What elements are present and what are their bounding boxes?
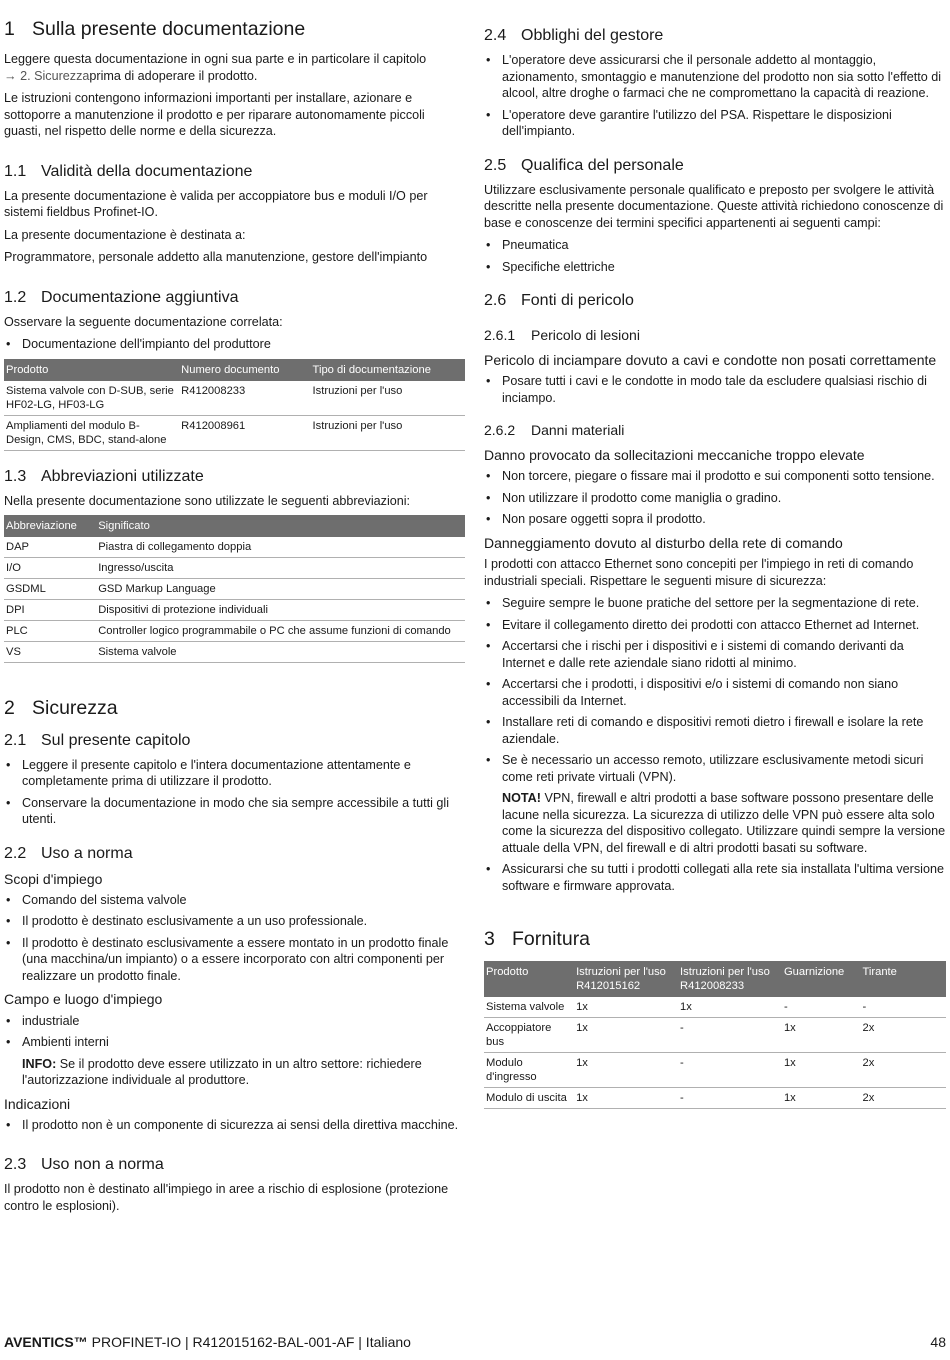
list-item: • Ambienti interni INFO: Se il prodotto deve essere utilizzato in un altro settore: richiedere l'autorizzazione individuale al produttore. xyxy=(4,1034,465,1089)
list-item: • Evitare il collegamento diretto dei prodotti con attacco Ethernet ad Internet. xyxy=(484,617,946,634)
list-item: • Installare reti di comando e dispositivi remoti dietro i firewall e isolare la rete aziendale. xyxy=(484,714,946,747)
column-header: Istruzioni per l'uso R412008233 xyxy=(678,961,782,997)
list-item: • Non utilizzare il prodotto come maniglia o gradino. xyxy=(484,490,946,507)
s2-5-paragraph: Utilizzare esclusivamente personale qualificato e preposto per svolgere le attività descritte nella presente documentazione. Queste attività richiedono conoscenze di base e conoscenze dei termini specifici appartenenti ai seguenti campi: xyxy=(484,182,944,230)
table-cell: 1x xyxy=(574,1018,678,1053)
brand-name: AVENTICS™ xyxy=(4,1334,88,1350)
sollecitazioni-list xyxy=(484,468,946,528)
rete-heading: Danneggiamento dovuto al disturbo della rete di comando xyxy=(484,534,843,551)
list-item: • Se è necessario un accesso remoto, utilizzare esclusivamente metodi sicuri come reti private virtuali (VPN). NOTA! VPN, firewall e altri prodotti a base software possono presentare delle lacune nella sicurezza. La sicurezza di utilizzo delle VPN può essere alta solo come la sicurezza del dispositivo collegato. Utilizzare quindi sempre la versione attuale della VPN, del firewall e di altri prodotti basati su software. xyxy=(484,752,946,856)
table-cell: I/O xyxy=(4,558,96,579)
list-item: • Leggere il presente capitolo e l'intera documentazione attentamente e completamente prima di utilizzare il prodotto. xyxy=(4,757,465,790)
column-header: Istruzioni per l'uso R412015162 xyxy=(574,961,678,997)
table-cell: - xyxy=(782,997,861,1018)
table-cell: Istruzioni per l'uso xyxy=(311,381,465,416)
table-cell: - xyxy=(678,1053,782,1088)
table-header-row xyxy=(4,515,465,537)
table-cell: - xyxy=(860,997,946,1018)
column-header: Guarnizione xyxy=(782,961,861,997)
table-row xyxy=(4,381,465,416)
s2-3-paragraph: Il prodotto non è destinato all'impiego in aree a rischio di esplosione (protezione contro le esplosioni). xyxy=(4,1182,449,1213)
table-row xyxy=(484,1088,946,1109)
table-cell: R412008233 xyxy=(179,381,310,416)
column-header: Prodotto xyxy=(484,961,574,997)
table-cell: Modulo di uscita xyxy=(484,1088,574,1109)
table-cell: 2x xyxy=(860,1018,946,1053)
column-header: Prodotto xyxy=(4,359,179,381)
table-cell: PLC xyxy=(4,621,96,642)
table-row xyxy=(4,415,465,450)
s1-2-list xyxy=(4,336,465,353)
page-footer xyxy=(4,1334,946,1350)
section-2-2-heading: 2.2 Uso a norma xyxy=(4,844,133,862)
list-item: • Il prodotto è destinato esclusivamente a un uso professionale. xyxy=(4,913,465,930)
table-row xyxy=(4,621,465,642)
section-2-6-2-heading: 2.6.2 Danni materiali xyxy=(484,422,625,439)
table-cell: Dispositivi di protezione individuali xyxy=(96,600,465,621)
table-row xyxy=(484,997,946,1018)
table-row xyxy=(484,1053,946,1088)
column-header: Significato xyxy=(96,515,465,537)
table-cell: VS xyxy=(4,642,96,663)
table-cell: 1x xyxy=(574,1088,678,1109)
list-item: • L'operatore deve assicurarsi che il personale addetto al montaggio, azionamento, smontaggio e manutenzione del prodotto non sia sotto l'effetto di alcool, altre droghe o farmaci che ne compromettano la capacità di reazione. xyxy=(484,52,946,102)
table-cell: - xyxy=(678,1088,782,1109)
s2-4-list xyxy=(484,52,946,140)
table-row xyxy=(4,537,465,558)
s1-1-paragraph-1: La presente documentazione è valida per accoppiatore bus e moduli I/O per sistemi fieldbus Profinet-IO. xyxy=(4,188,428,220)
list-item: • Non torcere, piegare o fissare mai il prodotto e sui componenti sotto tensione. xyxy=(484,468,946,485)
table-cell: 1x xyxy=(782,1088,861,1109)
section-2-4-heading: 2.4 Obblighi del gestore xyxy=(484,27,664,44)
table-cell: - xyxy=(678,1018,782,1053)
s2-6-1-list xyxy=(484,373,946,406)
list-item: • Accertarsi che i prodotti, i dispositivi e/o i sistemi di comando non siano accessibili da Internet. xyxy=(484,676,946,709)
s2-1-list xyxy=(4,757,465,828)
column-header: Tipo di documentazione xyxy=(311,359,465,381)
table-cell: 1x xyxy=(678,997,782,1018)
table-cell: Sistema valvole con D-SUB, serie HF02-LG, HF03-LG xyxy=(4,381,179,416)
list-item: • Documentazione dell'impianto del produttore xyxy=(4,336,465,353)
s2-5-list xyxy=(484,237,946,275)
list-item: • Specifiche elettriche xyxy=(484,259,946,276)
s1-2-paragraph: Osservare la seguente documentazione correlata: xyxy=(4,314,283,329)
right-column xyxy=(484,26,946,1115)
inciampo-heading: Pericolo di inciampare dovuto a cavi e condotte non posati correttamente xyxy=(484,352,937,368)
left-column xyxy=(4,18,465,1220)
fornitura-table xyxy=(484,961,946,1109)
table-cell: Sistema valvole xyxy=(484,997,574,1018)
section-1-2-heading: 1.2 Documentazione aggiuntiva xyxy=(4,288,239,306)
list-item: • Il prodotto è destinato esclusivamente a essere montato in un prodotto finale (una macchina/un impianto) o a essere incorporato con altri componenti per realizzare un prodotto finale. xyxy=(4,935,465,985)
table-header-row xyxy=(4,359,465,381)
table-cell: Ingresso/uscita xyxy=(96,558,465,579)
table-cell: DAP xyxy=(4,537,96,558)
table-cell: 1x xyxy=(782,1053,861,1088)
rete-paragraph: I prodotti con attacco Ethernet sono concepiti per l'impiego in reti di comando industriali speciali. Rispettare le seguenti misure di sicurezza: xyxy=(484,557,914,588)
column-header: Numero documento xyxy=(179,359,310,381)
table-cell: 2x xyxy=(860,1088,946,1109)
xref-link-sicurezza[interactable]: → 2. Sicurezza xyxy=(4,68,90,83)
table-cell: Sistema valvole xyxy=(96,642,465,663)
table-cell: DPI xyxy=(4,600,96,621)
table-cell: 1x xyxy=(574,1053,678,1088)
table-cell: GSDML xyxy=(4,579,96,600)
s1-3-paragraph: Nella presente documentazione sono utilizzate le seguenti abbreviazioni: xyxy=(4,493,411,508)
list-item: • Accertarsi che i rischi per i dispositivi e i sistemi di comando derivanti da Internet e dalle rete aziendale siano ridotti al minimo. xyxy=(484,638,946,671)
abbreviations-table xyxy=(4,515,465,663)
s1-1-paragraph-3: Programmatore, personale addetto alla manutenzione, gestore dell'impianto xyxy=(4,250,428,265)
table-cell: Controller logico programmabile o PC che assume funzioni di comando xyxy=(96,621,465,642)
s1-paragraph-2: Le istruzioni contengono informazioni importanti per installare, azionare e sottoporre a manutenzione il prodotto e per riparare autonomamente piccoli guasti, nel rispetto delle norme e della sicurezza. xyxy=(4,91,425,139)
list-item: • Assicurarsi che su tutti i prodotti collegati alla rete sia installata l'ultima versione software e firmware approvata. xyxy=(484,861,946,894)
section-2-3-heading: 2.3 Uso non a norma xyxy=(4,1156,164,1174)
table-row xyxy=(4,579,465,600)
related-docs-table xyxy=(4,359,465,451)
section-2-6-heading: 2.6 Fonti di pericolo xyxy=(484,292,634,309)
rete-list xyxy=(484,595,946,894)
table-cell: R412008961 xyxy=(179,415,310,450)
table-row xyxy=(484,1018,946,1053)
table-cell: Piastra di collegamento doppia xyxy=(96,537,465,558)
list-item: • Comando del sistema valvole xyxy=(4,892,465,909)
section-2-heading: 2 Sicurezza xyxy=(4,697,118,720)
s1-paragraph-1: Leggere questa documentazione in ogni sua parte e in particolare il capitolo → 2. Sicurezzaprima di adoperare il prodotto. xyxy=(4,52,427,83)
nota-note: NOTA! VPN, firewall e altri prodotti a base software possono presentare delle lacune nella sicurezza. La sicurezza di utilizzo delle VPN può essere alta solo come la sicurezza del dispositivo collegato. Utilizzare quindi sempre la versione attuale della VPN, del firewall e di altri prodotti basati su software. xyxy=(502,791,946,855)
campo-heading: Campo e luogo d'impiego xyxy=(4,991,163,1008)
section-1-3-heading: 1.3 Abbreviazioni utilizzate xyxy=(4,467,204,485)
sollecitazioni-heading: Danno provocato da sollecitazioni meccaniche troppo elevate xyxy=(484,447,865,464)
table-cell: 2x xyxy=(860,1053,946,1088)
table-cell: Ampliamenti del modulo B-Design, CMS, BDC, stand-alone xyxy=(4,415,179,450)
list-item: • Non posare oggetti sopra il prodotto. xyxy=(484,511,946,528)
page-number: 48 xyxy=(930,1334,946,1350)
section-3-heading: 3 Fornitura xyxy=(484,928,591,951)
section-2-1-heading: 2.1 Sul presente capitolo xyxy=(4,731,191,749)
section-1-1-heading: 1.1 Validità della documentazione xyxy=(4,162,253,180)
column-header: Tirante xyxy=(860,961,946,997)
table-cell: GSD Markup Language xyxy=(96,579,465,600)
column-header: Abbreviazione xyxy=(4,515,96,537)
table-cell: 1x xyxy=(574,997,678,1018)
list-item: • Seguire sempre le buone pratiche del settore per la segmentazione di rete. xyxy=(484,595,946,612)
list-item: • Pneumatica xyxy=(484,237,946,254)
table-row xyxy=(4,558,465,579)
list-item: • Il prodotto non è un componente di sicurezza ai sensi della direttiva macchine. xyxy=(4,1117,465,1134)
table-cell: Istruzioni per l'uso xyxy=(311,415,465,450)
s1-1-paragraph-2: La presente documentazione è destinata a: xyxy=(4,227,246,242)
table-row xyxy=(4,642,465,663)
list-item: • industriale xyxy=(4,1013,465,1030)
section-1-heading: 1 Sulla presente documentazione xyxy=(4,18,306,40)
table-cell: Accoppiatore bus xyxy=(484,1018,574,1053)
table-row xyxy=(4,600,465,621)
section-2-6-1-heading: 2.6.1 Pericolo di lesioni xyxy=(484,327,640,343)
campo-list xyxy=(4,1013,465,1089)
info-note: INFO: Se il prodotto deve essere utilizzato in un altro settore: richiedere l'autorizzazione individuale al produttore. xyxy=(22,1056,422,1088)
list-item: • Posare tutti i cavi e le condotte in modo tale da escludere qualsiasi rischio di inciampo. xyxy=(484,373,946,406)
table-cell: 1x xyxy=(782,1018,861,1053)
section-2-5-heading: 2.5 Qualifica del personale xyxy=(484,156,684,174)
list-item: • L'operatore deve garantire l'utilizzo del PSA. Rispettare le disposizioni dell'impianto. xyxy=(484,107,946,140)
indicazioni-list xyxy=(4,1117,465,1134)
indicazioni-heading: Indicazioni xyxy=(4,1095,71,1112)
scopi-heading: Scopi d'impiego xyxy=(4,870,103,887)
table-header-row xyxy=(484,961,946,997)
scopi-list xyxy=(4,892,465,985)
list-item: • Conservare la documentazione in modo che sia sempre accessibile a tutti gli utenti. xyxy=(4,795,465,828)
table-cell: Modulo d'ingresso xyxy=(484,1053,574,1088)
footer-text: PROFINET-IO | R412015162-BAL-001-AF | Italiano xyxy=(91,1334,411,1350)
